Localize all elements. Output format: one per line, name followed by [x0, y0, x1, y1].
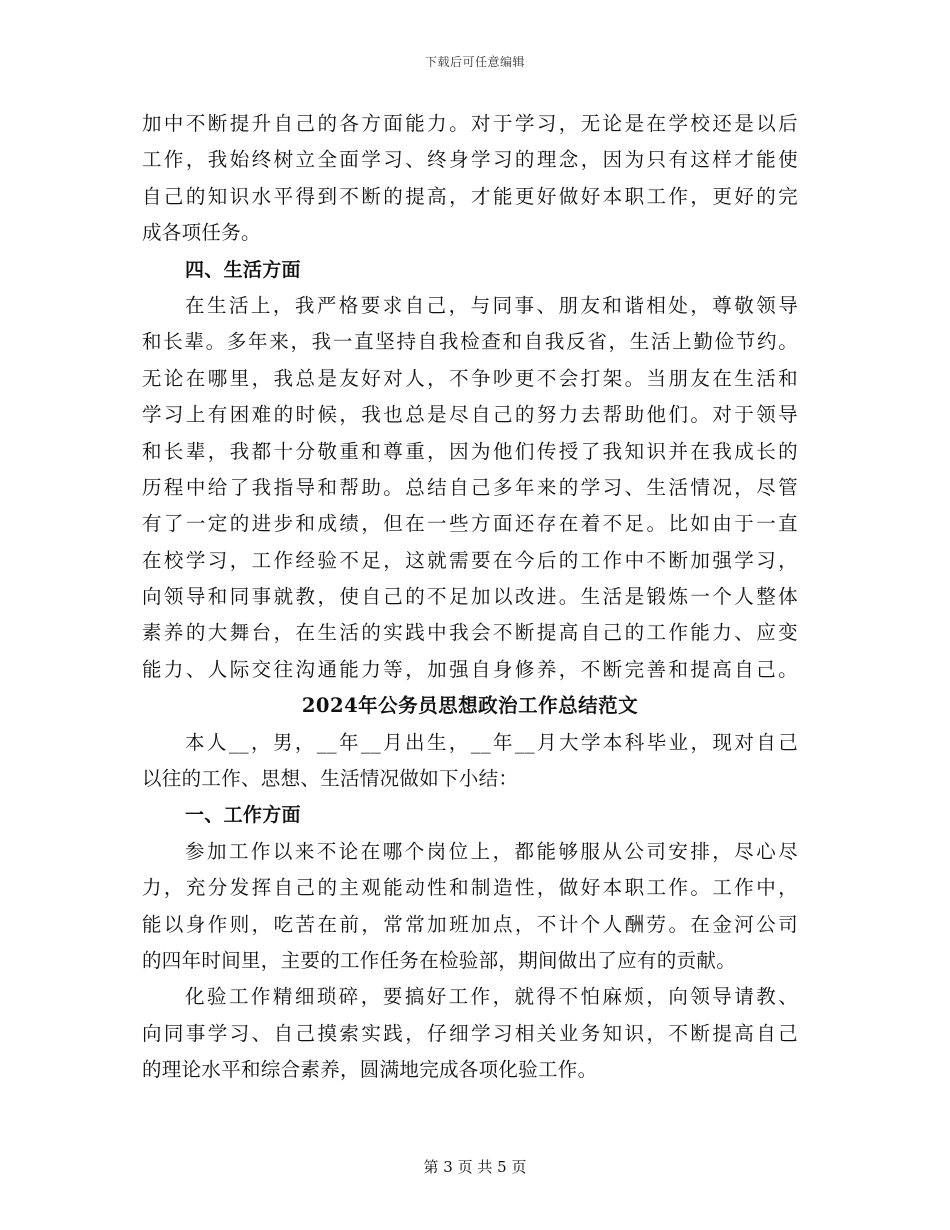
- body-line: 的理论水平和综合素养，圆满地完成各项化验工作。: [142, 1058, 598, 1082]
- section-heading-life: 四、生活方面: [185, 258, 301, 281]
- body-line: 以往的工作、思想、生活情况做如下小结：: [142, 767, 519, 791]
- document-title: 2024年公务员思想政治工作总结范文: [301, 694, 639, 718]
- body-line: 加中不断提升自己的各方面能力。对于学习，无论是在学校还是以后: [142, 112, 798, 135]
- body-line: 有了一定的进步和成绩，但在一些方面还存在着不足。比如由于一直: [142, 512, 798, 536]
- body-line: 在校学习，工作经验不足，这就需要在今后的工作中不断加强学习，: [142, 548, 798, 572]
- body-line: 无论在哪里，我总是友好对人，不争吵更不会打架。当朋友在生活和: [142, 366, 798, 390]
- body-line: 化验工作精细琐碎，要搞好工作，就得不怕麻烦，向领导请教、: [185, 985, 798, 1009]
- body-line: 的四年时间里，主要的工作任务在检验部，期间做出了应有的贡献。: [142, 948, 737, 972]
- body-line: 能力、人际交往沟通能力等，加强自身修养，不断完善和提高自己。: [142, 657, 798, 681]
- body-line: 在生活上，我严格要求自己，与同事、朋友和谐相处，尊敬领导: [185, 293, 798, 317]
- body-line: 素养的大舞台，在生活的实践中我会不断提高自己的工作能力、应变: [142, 621, 798, 645]
- section-heading-work: 一、工作方面: [185, 804, 301, 827]
- body-line: 向同事学习、自己摸索实践，仔细学习相关业务知识，不断提高自己: [142, 1021, 798, 1045]
- body-line: 向领导和同事就教，使自己的不足加以改进。生活是锻炼一个人整体: [142, 585, 798, 609]
- body-line: 能以身作则，吃苦在前，常常加班加点，不计个人酬劳。在金河公司: [142, 912, 798, 936]
- body-line: 自己的知识水平得到不断的提高，才能更好做好本职工作，更好的完: [142, 184, 798, 208]
- body-line: 参加工作以来不论在哪个岗位上，都能够服从公司安排，尽心尽: [185, 839, 798, 863]
- body-line: 工作，我始终树立全面学习、终身学习的理念，因为只有这样才能使: [142, 148, 798, 172]
- body-line: 力，充分发挥自己的主观能动性和制造性，做好本职工作。工作中，: [142, 876, 798, 900]
- body-line: 和长辈。多年来，我一直坚持自我检查和自我反省，生活上勤俭节约。: [142, 330, 798, 354]
- body-line: 和长辈，我都十分敬重和尊重，因为他们传授了我知识并在我成长的: [142, 439, 798, 463]
- body-line: 成各项任务。: [142, 221, 261, 245]
- body-line: 学习上有困难的时候，我也总是尽自己的努力去帮助他们。对于领导: [142, 403, 798, 427]
- page-number-footer: 第 3 页 共 5 页: [423, 1158, 527, 1176]
- document-body: [142, 106, 798, 1089]
- body-line: 本人__，男，__年__月出生，__年__月大学本科毕业，现对自己: [185, 730, 798, 754]
- page-header: 下载后可任意编辑: [424, 55, 525, 69]
- body-line: 历程中给了我指导和帮助。总结自己多年来的学习、生活情况，尽管: [142, 475, 798, 499]
